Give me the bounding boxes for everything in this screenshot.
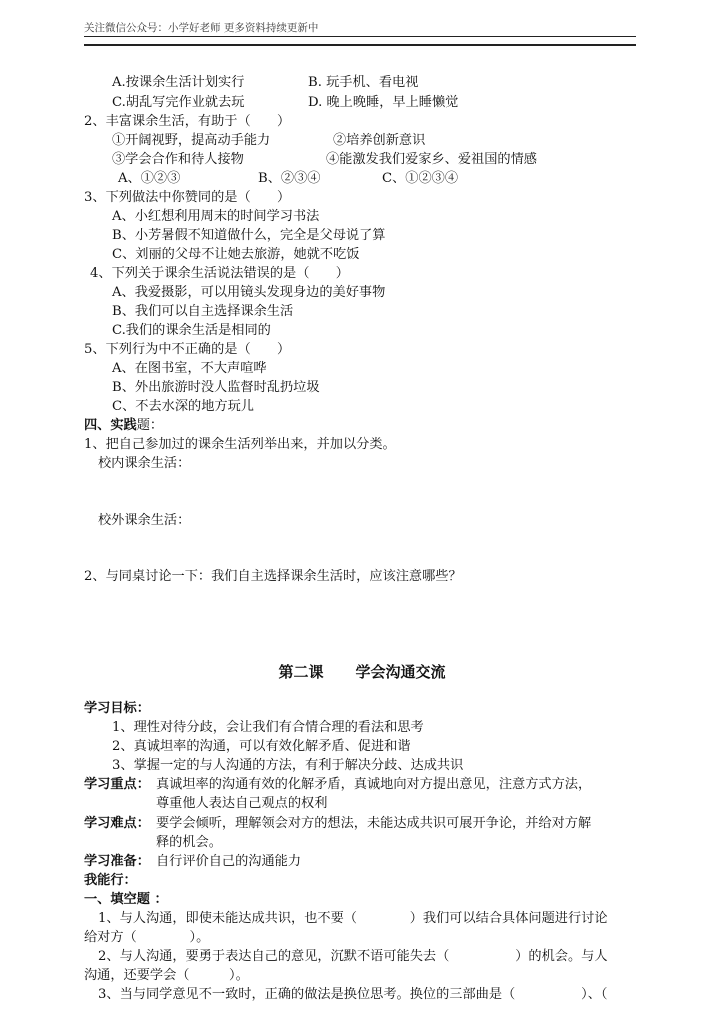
q5-option-b: B、外出旅游时没人监督时乱扔垃圾 (112, 380, 320, 395)
fill-blank-q1-line-1: 1、与人沟通，即使未能达成共识，也不要（ ）我们可以结合具体问题进行讨论 (98, 911, 608, 926)
fill-blank-heading: 一、填空题 ： (84, 892, 168, 907)
goal-2: 2、真诚坦率的沟通，可以有效化解矛盾、促进和谐 (112, 739, 411, 754)
q2-item-1: ①开阔视野，提高动手能力 (112, 133, 271, 148)
fill-blank-q3-line-1: 3、当与同学意见不一致时，正确的做法是换位思考。换位的三部曲是（ ）、（ (98, 987, 608, 1002)
q4-option-c: C.我们的课余生活是相同的 (112, 323, 271, 338)
q4-option-a: A、我爱摄影，可以用镜头发现身边的美好事物 (112, 285, 386, 300)
q5-option-a: A、在图书室，不大声喧哗 (112, 361, 267, 376)
q2-option-c: C、①②③④ (382, 171, 459, 186)
q4-stem: 4、下列关于课余生活说法错误的是（ ） (90, 266, 349, 281)
q3-option-a: A、小红想利用周末的时间学习书法 (112, 209, 320, 224)
q2-item-3: ③学会合作和待人接物 (112, 152, 244, 167)
q3-option-c: C、刘丽的父母不让她去旅游，她就不吃饭 (112, 247, 360, 262)
key-points-line-2: 尊重他人表达自己观点的权利 (156, 796, 328, 811)
lesson-title (0, 662, 724, 682)
preparation-label: 学习准备： (84, 854, 150, 869)
difficulties-line-2: 释的机会。 (156, 835, 222, 850)
goals-label: 学习目标： (84, 701, 150, 716)
q5-stem: 5、下列行为中不正确的是（ ） (84, 342, 291, 357)
q2-stem: 2、丰富课余生活，有助于（ ） (84, 114, 291, 129)
goal-3: 3、掌握一定的与人沟通的方法，有利于解决分歧、达成共识 (112, 758, 464, 773)
out-school-label: 校外课余生活： (98, 513, 191, 528)
practice-heading-suffix: 题： (136, 418, 164, 433)
in-school-label: 校内课余生活： (98, 456, 191, 471)
difficulties-label: 学习难点： (84, 816, 150, 831)
q1-option-a: A.按课余生活计划实行 (112, 75, 245, 90)
q2-item-2: ②培养创新意识 (333, 133, 426, 148)
practice-question-1: 1、把自己参加过的课余生活列举出来，并加以分类。 (84, 437, 396, 452)
difficulties-line-1: 要学会倾听，理解领会对方的想法，未能达成共识可展开争论，并给对方解 (156, 816, 592, 831)
header-rule-thick (84, 44, 636, 46)
fill-blank-q1-line-2: 给对方（ ）。 (84, 930, 210, 945)
q4-option-b: B、我们可以自主选择课余生活 (112, 304, 294, 319)
can-do-label: 我能行： (84, 873, 137, 888)
lesson-name: 学会沟通交流 (355, 663, 446, 681)
key-points-label: 学习重点： (84, 777, 150, 792)
practice-heading-bold: 四、实践 (84, 418, 137, 433)
q1-option-c: C.胡乱写完作业就去玩 (112, 95, 245, 110)
key-points-line-1: 真诚坦率的沟通有效的化解矛盾，真诚地向对方提出意见，注意方式方法， (156, 777, 592, 792)
practice-question-2: 2、与同桌讨论一下：我们自主选择课余生活时，应该注意哪些？ (84, 569, 462, 584)
fill-blank-q2-line-2: 沟通，还要学会（ ）。 (84, 968, 249, 983)
page-header-text: 关注微信公众号：小学好老师 更多资料持续更新中 (84, 22, 319, 34)
q1-option-b: B. 玩手机、看电视 (308, 75, 419, 90)
q3-stem: 3、下列做法中你赞同的是（ ） (84, 190, 291, 205)
q5-option-c: C、不去水深的地方玩儿 (112, 399, 254, 414)
preparation-text: 自行评价自己的沟通能力 (156, 854, 302, 869)
lesson-number: 第二课 (278, 663, 324, 681)
q2-item-4: ④能激发我们爱家乡、爱祖国的情感 (326, 152, 537, 167)
q2-option-b: B、②③④ (258, 171, 321, 186)
q3-option-b: B、小芳暑假不知道做什么，完全是父母说了算 (112, 228, 386, 243)
q1-option-d: D. 晚上晚睡，早上睡懒觉 (308, 95, 459, 110)
q2-option-a: A、①②③ (118, 171, 181, 186)
practice-heading (84, 417, 163, 434)
header-rule-thin (84, 36, 636, 37)
fill-blank-q2-line-1: 2、与人沟通，要勇于表达自己的意见，沉默不语可能失去（ ）的机会。与人 (98, 949, 608, 964)
goal-1: 1、理性对待分歧，会让我们有合情合理的看法和思考 (112, 720, 424, 735)
